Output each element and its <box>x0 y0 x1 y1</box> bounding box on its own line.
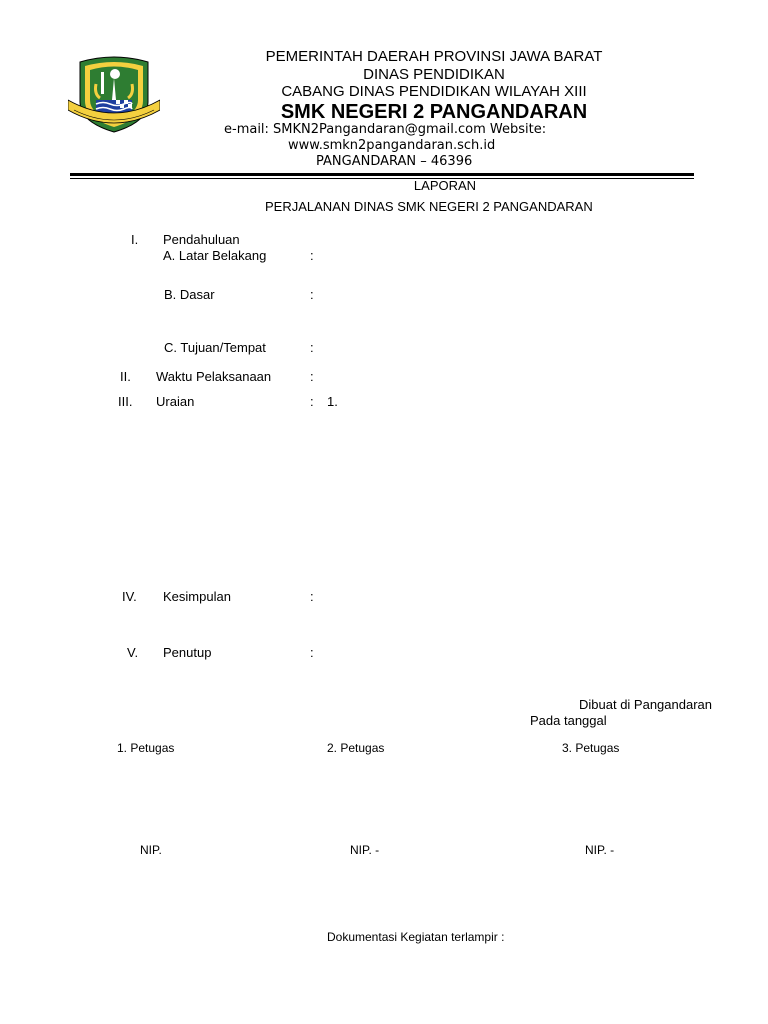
section-5-colon: : <box>310 645 314 660</box>
section-2-colon: : <box>310 369 314 384</box>
gov-header-line2: DINAS PENDIDIKAN <box>363 66 505 83</box>
header-divider-thick <box>70 173 694 176</box>
subsection-b-label: B. Dasar <box>164 287 215 302</box>
officer-2-label: 2. Petugas <box>327 741 385 755</box>
section-1-label: Pendahuluan <box>163 232 240 247</box>
section-3-item-1: 1. <box>327 394 338 409</box>
province-emblem-logo <box>68 54 160 136</box>
officer-1-label: 1. Petugas <box>117 741 175 755</box>
city-postal-code: PANGANDARAN – 46396 <box>316 154 473 169</box>
officer-1-nip: NIP. <box>140 843 162 857</box>
officer-2-nip: NIP. - <box>350 843 380 857</box>
gov-header-line1: PEMERINTAH DAERAH PROVINSI JAWA BARAT <box>265 48 603 65</box>
report-title: LAPORAN <box>413 178 477 193</box>
signature-date: Pada tanggal <box>530 713 607 728</box>
section-3-colon: : <box>310 394 314 409</box>
section-4-number: IV. <box>122 589 137 604</box>
section-4-label: Kesimpulan <box>163 589 231 604</box>
contact-email: e-mail: SMKN2Pangandaran@gmail.com Website: <box>224 122 547 137</box>
subsection-c-colon: : <box>310 340 314 355</box>
officer-3-nip: NIP. - <box>585 843 615 857</box>
section-2-number: II. <box>120 369 131 384</box>
section-5-label: Penutup <box>163 645 212 660</box>
documentation-note: Dokumentasi Kegiatan terlampir : <box>327 930 505 944</box>
signature-place: Dibuat di Pangandaran <box>579 697 712 712</box>
section-3-label: Uraian <box>156 394 195 409</box>
section-5-number: V. <box>127 645 139 660</box>
subsection-a-label: A. Latar Belakang <box>163 248 267 263</box>
subsection-c-label: C. Tujuan/Tempat <box>164 340 266 355</box>
section-2-label: Waktu Pelaksanaan <box>156 369 272 384</box>
subsection-a-colon: : <box>310 248 314 263</box>
contact-website: www.smkn2pangandaran.sch.id <box>288 138 496 153</box>
section-4-colon: : <box>310 589 314 604</box>
report-subtitle: PERJALANAN DINAS SMK NEGERI 2 PANGANDARAN <box>265 199 593 214</box>
gov-header-line3: CABANG DINAS PENDIDIKAN WILAYAH XIII <box>281 83 587 100</box>
officer-3-label: 3. Petugas <box>562 741 620 755</box>
school-name: SMK NEGERI 2 PANGANDARAN <box>280 101 588 123</box>
section-1-number: I. <box>131 232 139 247</box>
section-3-number: III. <box>118 394 133 409</box>
subsection-b-colon: : <box>310 287 314 302</box>
